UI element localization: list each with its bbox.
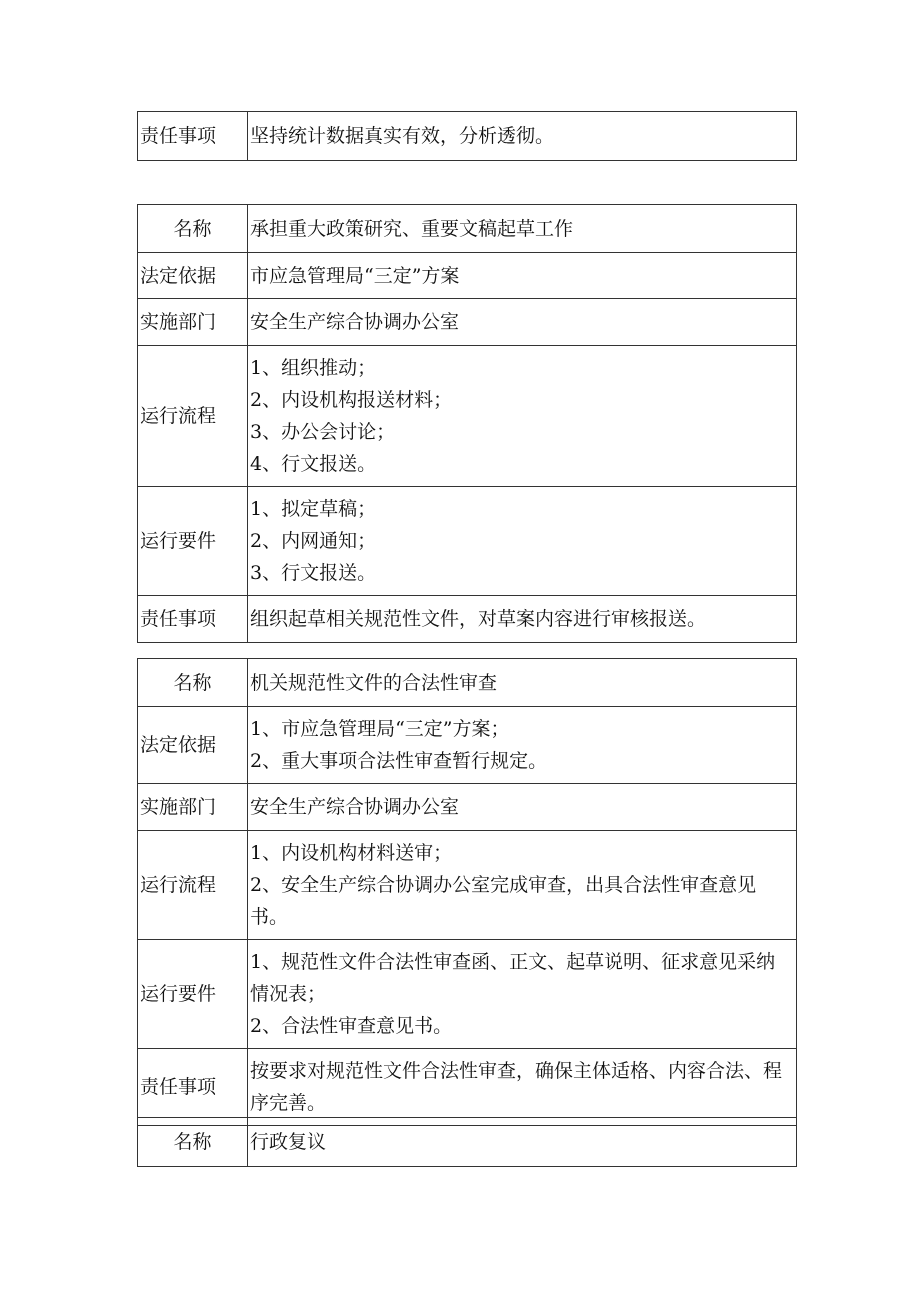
row-requirements [138, 940, 797, 1049]
responsibility-label: 责任事项 [138, 112, 248, 161]
requirements-item: 1、拟定草稿； [250, 498, 377, 520]
duty-table-review [137, 1117, 797, 1167]
dept-label: 实施部门 [138, 784, 248, 831]
process-list [248, 831, 797, 940]
process-item: 3、办公会讨论； [250, 421, 396, 443]
row-name [138, 1118, 797, 1167]
requirements-label: 运行要件 [138, 487, 248, 596]
row-basis [138, 707, 797, 784]
requirements-item: 2、内网通知； [250, 530, 377, 552]
row-name [138, 659, 797, 707]
name-label: 名称 [138, 205, 248, 253]
dept-value: 安全生产综合协调办公室 [248, 299, 797, 346]
row-responsibility [138, 596, 797, 643]
requirements-item: 2、合法性审查意见书。 [250, 1015, 453, 1037]
basis-item: 2、重大事项合法性审查暂行规定。 [250, 750, 548, 772]
responsibility-value: 按要求对规范性文件合法性审查，确保主体适格、内容合法、程序完善。 [248, 1049, 797, 1126]
basis-label: 法定依据 [138, 253, 248, 299]
process-item: 1、组织推动； [250, 357, 377, 379]
basis-list [248, 707, 797, 784]
duty-table-legality [137, 658, 797, 1126]
requirements-item: 3、行文报送。 [250, 562, 377, 584]
process-label: 运行流程 [138, 346, 248, 487]
row-responsibility [138, 1049, 797, 1126]
dept-value: 安全生产综合协调办公室 [248, 784, 797, 831]
responsibility-value: 坚持统计数据真实有效，分析透彻。 [248, 112, 797, 161]
process-label: 运行流程 [138, 831, 248, 940]
process-item: 2、内设机构报送材料； [250, 389, 453, 411]
name-value: 机关规范性文件的合法性审查 [248, 659, 797, 707]
row-dept [138, 299, 797, 346]
process-item: 4、行文报送。 [250, 453, 377, 475]
basis-label: 法定依据 [138, 707, 248, 784]
responsibility-label: 责任事项 [138, 596, 248, 643]
row-process [138, 346, 797, 487]
row-basis [138, 253, 797, 299]
basis-item: 1、市应急管理局“三定”方案； [250, 718, 510, 740]
name-label: 名称 [138, 659, 248, 707]
name-value: 行政复议 [248, 1118, 797, 1167]
row-dept [138, 784, 797, 831]
responsibility-label: 责任事项 [138, 1049, 248, 1126]
row-responsibility [138, 112, 797, 161]
duty-table-top [137, 111, 797, 161]
name-value: 承担重大政策研究、重要文稿起草工作 [248, 205, 797, 253]
process-item: 2、安全生产综合协调办公室完成审查，出具合法性审查意见书。 [250, 874, 757, 928]
name-label: 名称 [138, 1118, 248, 1167]
basis-value: 市应急管理局“三定”方案 [248, 253, 797, 299]
requirements-item: 1、规范性文件合法性审查函、正文、起草说明、征求意见采纳情况表； [250, 951, 776, 1005]
process-list [248, 346, 797, 487]
requirements-label: 运行要件 [138, 940, 248, 1049]
dept-label: 实施部门 [138, 299, 248, 346]
requirements-list [248, 487, 797, 596]
process-item: 1、内设机构材料送审； [250, 842, 453, 864]
row-name [138, 205, 797, 253]
row-process [138, 831, 797, 940]
row-requirements [138, 487, 797, 596]
requirements-list [248, 940, 797, 1049]
responsibility-value: 组织起草相关规范性文件，对草案内容进行审核报送。 [248, 596, 797, 643]
duty-table-research [137, 204, 797, 643]
